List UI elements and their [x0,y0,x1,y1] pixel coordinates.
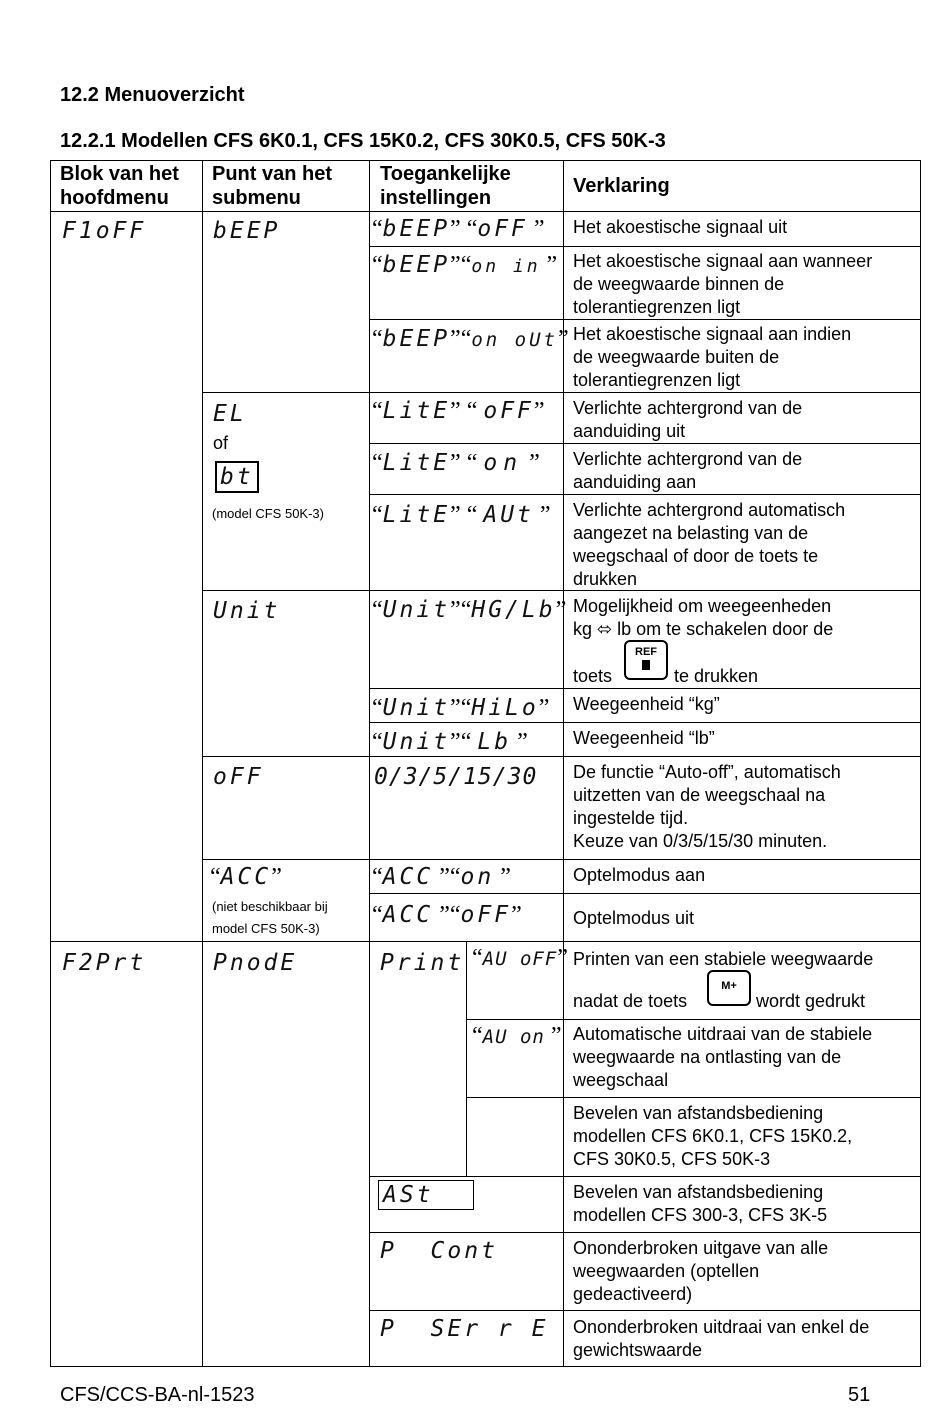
setting-beep-on-out: “bEEP”“on oUt” [372,326,569,352]
lcd-unit: Unit [213,598,281,624]
setting-au-off: “AU oFF” [472,945,568,971]
setting-off-times: 0/3/5/15/30 [374,764,538,790]
setting-p-serre: P SEr r E [380,1316,549,1342]
setting-unit-kilo: “Unit”“HiLo” [372,695,550,721]
desc-cont-weight: Ononderbroken uitdraai van enkel de gewichtswaarde [573,1317,870,1360]
setting-print: Print [380,950,465,976]
setting-unit-kg-lb: “Unit”“HG/Lb” [372,597,567,623]
lcd-f2prt: F2Prt [62,950,147,976]
section-title: 12.2 Menuoverzicht [60,84,245,106]
setting-beep-on-in: “bEEP”“on in ” [372,252,558,278]
lcd-pmode: PnodE [213,950,298,976]
lcd-bt: bt [215,461,259,493]
header-col1: Blok van het hoofdmenu [60,163,179,209]
setting-lite-on: “LitE” “ on ” [372,450,540,476]
lcd-acc: ACC [220,864,272,890]
desc-lite-on: Verlichte achtergrond van de aanduiding aan [573,449,803,492]
label-of: of [213,433,229,453]
setting-beep-off: “bEEP” “oFF ” [372,216,545,242]
footer-doc-id: CFS/CCS-BA-nl-1523 [60,1384,255,1406]
desc-remote-2: Bevelen van afstandsbediening modellen CFS 300-3, CFS 3K-5 [573,1182,828,1225]
desc-print-toets: nadat de toets [573,991,688,1011]
desc-lite-aut: Verlichte achtergrond automatisch aangezet na belasting van de weegschaal of door de toets te drukken [573,500,846,589]
desc-acc-off: Optelmodus uit [573,908,695,928]
desc-cont-output: Ononderbroken uitgave van alle weegwaarden (optellen gedeactiveerd) [573,1238,829,1304]
acc-item: “ACC” [210,864,282,890]
label-niet-2: model CFS 50K-3) [212,921,320,936]
label-model-50k: (model CFS 50K-3) [212,506,324,521]
desc-print-gedrukt: wordt gedrukt [756,991,866,1011]
lcd-beep: bEEP [213,218,281,244]
setting-acc-on: “ACC ”“on ” [372,864,511,890]
setting-ast: ASt [378,1180,474,1210]
desc-acc-on: Optelmodus aan [573,865,706,885]
desc-remote-1: Bevelen van afstandsbediening modellen CFS 6K0.1, CFS 15K0.2, CFS 30K0.5, CFS 50K-3 [573,1103,853,1169]
desc-unit-toets: toets [573,666,613,686]
setting-acc-off: “ACC ”“oFF” [372,902,522,928]
setting-p-cont: P Cont [380,1238,498,1264]
desc-unit-lb: Weegeenheid “lb” [573,728,715,748]
lcd-el: EL [213,401,247,427]
desc-beep-on-in: Het akoestische signaal aan wanneer de weegwaarde binnen de tolerantiegrenzen ligt [573,251,873,317]
desc-print-stable: Printen van een stabiele weegwaarde [573,949,874,969]
desc-beep-off: Het akoestische signaal uit [573,217,788,237]
subsection-title: 12.2.1 Modellen CFS 6K0.1, CFS 15K0.2, CFS 30K0.5, CFS 50K-3 [60,130,666,152]
mplus-key-icon: M+ [707,970,751,1006]
ref-key-icon: REF [624,640,668,680]
desc-beep-on-out: Het akoestische signaal aan indien de weegwaarde buiten de tolerantiegrenzen ligt [573,324,852,390]
header-col2: Punt van het submenu [212,163,333,209]
setting-lite-off: “LitE” “ oFF” [372,398,545,424]
lcd-off: oFF [213,764,264,790]
header-col3: Toegankelijke instellingen [380,163,511,209]
desc-auto-print: Automatische uitdraai van de stabiele weegwaarde na ontlasting van de weegschaal [573,1024,873,1090]
desc-unit-drukken: te drukken [674,666,759,686]
setting-lite-aut: “LitE” “ AUt ” [372,502,551,528]
setting-au-on: “AU on ” [472,1023,562,1049]
label-niet-1: (niet beschikbaar bij [212,899,328,914]
header-col4: Verklaring [573,175,670,197]
setting-unit-lb: “Unit”“ Lb ” [372,729,528,755]
desc-auto-off: De functie “Auto-off”, automatisch uitzetten van de weegschaal na ingestelde tijd. Keuze van 0/3/5/15/30 minuten. [573,762,841,851]
lcd-f1off: F1oFF [62,218,147,244]
desc-lite-off: Verlichte achtergrond van de aanduiding uit [573,398,803,441]
footer-page-number: 51 [848,1384,871,1406]
desc-unit-switch: Mogelijkheid om weegeenheden kg ⬄ lb om te schakelen door de [573,596,834,639]
desc-unit-kg: Weegeenheid “kg” [573,694,720,714]
